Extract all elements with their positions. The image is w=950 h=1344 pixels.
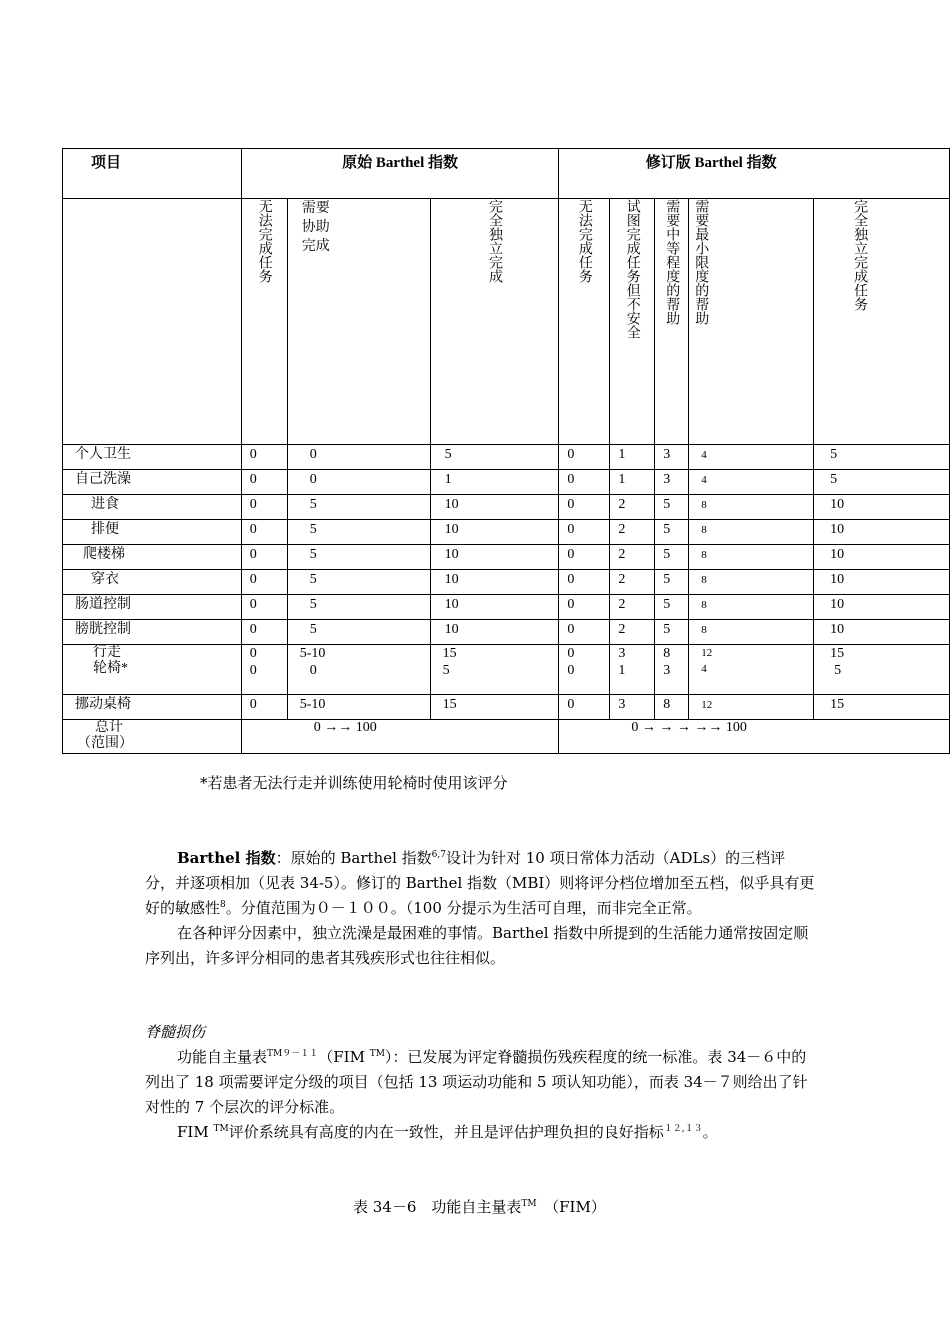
revised-cell-1: 2 [610,570,655,595]
total-revised: 0 → → → →→ 100 [559,720,950,754]
transfer-label: 挪动桌椅 [63,695,242,720]
total-range-label: （范围） [77,736,133,751]
transfer-o0: 0 [241,695,287,720]
original-cell-1: 5 [287,545,430,570]
sci-p2b: 评价系统具有高度的内在一致性，并且是评估护理负担的良好指标 [228,1123,664,1141]
total-label: 总计 [95,720,123,735]
table-row [63,595,950,620]
table-row [63,545,950,570]
barthel-p1a: ：原始的 Barthel 指数 [275,849,432,867]
revised-cell-3: 8 [689,595,814,620]
header-revised: 修订版 Barthel 指数 [559,149,950,199]
revised-cell-3: 8 [689,495,814,520]
barthel-paragraph-1 [145,846,815,921]
transfer-r0: 0 [559,695,610,720]
original-cell-0: 0 [241,570,287,595]
revised-cell-4: 5 [814,470,950,495]
sci-tm1: TM９－１１ [267,1049,319,1059]
wc-o0: 0 [249,663,257,678]
table-row [63,570,950,595]
wc-r2: 3 [663,663,671,678]
revised-cell-1: 2 [610,520,655,545]
sci-tm2: TM [369,1049,385,1059]
transfer-r4: 15 [814,695,950,720]
original-cell-0: 0 [241,595,287,620]
sci-paragraph-1 [145,1045,815,1120]
revised-cell-3: 8 [689,620,814,645]
revised-cell-4: 10 [814,595,950,620]
table-row [63,470,950,495]
sub-revised-3: 需要最小限度的帮助 [693,199,709,325]
sci-p1b: （FIM [318,1048,370,1066]
walk-r3: 12 [701,647,713,659]
header-item: 项目 [63,149,242,199]
sci-section [145,1020,815,1145]
barthel-table [62,148,950,445]
walk-o1: 5-10 [299,646,326,661]
revised-cell-3: 4 [689,445,814,470]
original-cell-0: 0 [241,470,287,495]
revised-cell-2: 5 [655,495,689,520]
wheelchair-label: 轮椅* [93,661,128,676]
revised-cell-2: 5 [655,545,689,570]
revised-cell-4: 10 [814,545,950,570]
revised-cell-2: 3 [655,470,689,495]
original-cell-2: 10 [430,520,559,545]
original-cell-1: 5 [287,520,430,545]
barthel-section [145,846,815,971]
walk-r1: 3 [618,646,626,661]
subheader-empty [63,199,242,445]
caption-text: 表 34－6 功能自主量表 [353,1198,522,1216]
row-label: 自己洗澡 [63,470,242,495]
table-footnote: *若患者无法行走并训练使用轮椅时使用该评分 [200,774,508,792]
revised-cell-0: 0 [559,595,610,620]
table-row [63,620,950,645]
original-cell-2: 10 [430,570,559,595]
row-label: 排便 [63,520,242,545]
transfer-o1: 5-10 [287,695,430,720]
sci-p1c: ）：已发展为评定脊髓损伤残疾程度的统一标准。表 34－６中的列出了 18 项需要评定分级的项目（包括 13 项运动功能和 5 项认知功能），而表 34－７则给出了针对性的 7 个层次的评分标准。 [145,1048,808,1116]
row-label: 进食 [63,495,242,520]
sub-original-0: 无法完成任务 [256,199,272,283]
original-cell-1: 5 [287,570,430,595]
original-cell-1: 5 [287,595,430,620]
original-cell-1: 0 [287,445,430,470]
barthel-table-body [62,444,950,754]
revised-cell-4: 10 [814,620,950,645]
wc-r4: 5 [834,663,842,678]
row-label: 爬楼梯 [63,545,242,570]
table-row [63,445,950,470]
total-original: 0 →→ 100 [241,720,559,754]
original-cell-2: 10 [430,545,559,570]
revised-cell-0: 0 [559,620,610,645]
walk-r0: 0 [567,646,575,661]
revised-cell-0: 0 [559,520,610,545]
revised-cell-0: 0 [559,445,610,470]
original-cell-2: 10 [430,595,559,620]
original-cell-2: 10 [430,495,559,520]
walk-o2: 15 [442,646,457,661]
revised-cell-3: 8 [689,545,814,570]
walk-label: 行走 [93,645,121,660]
transfer-o2: 15 [430,695,559,720]
table-caption [353,1196,606,1217]
revised-cell-3: 4 [689,470,814,495]
transfer-r2: 8 [655,695,689,720]
revised-cell-2: 5 [655,570,689,595]
caption-tm: TM [521,1199,537,1209]
sub-revised-2: 需要中等程度的帮助 [664,199,680,325]
revised-cell-2: 5 [655,595,689,620]
revised-cell-0: 0 [559,570,610,595]
row-label: 个人卫生 [63,445,242,470]
wc-o2: 5 [442,663,450,678]
sci-paragraph-2 [145,1120,815,1145]
barthel-ref1: 6,7 [431,850,446,860]
revised-cell-1: 1 [610,470,655,495]
transfer-r1: 3 [610,695,655,720]
row-label: 肠道控制 [63,595,242,620]
barthel-paragraph-2: 在各种评分因素中，独立洗澡是最困难的事情。Barthel 指数中所提到的生活能力通常按固定顺序列出，许多评分相同的患者其残疾形式也往往相似。 [145,924,809,967]
revised-cell-2: 5 [655,620,689,645]
table-row [63,520,950,545]
sub-original-2: 完全独立完成 [486,199,502,283]
original-cell-2: 5 [430,445,559,470]
caption-tail: （FIM） [536,1198,606,1216]
header-original: 原始 Barthel 指数 [241,149,559,199]
sci-p2a: FIM [177,1123,214,1141]
wc-r1: 1 [618,663,626,678]
revised-cell-4: 10 [814,570,950,595]
original-cell-2: 1 [430,470,559,495]
sci-p2c: 。 [702,1123,718,1141]
walk-r2: 8 [663,646,671,661]
original-cell-1: 5 [287,495,430,520]
revised-cell-1: 1 [610,445,655,470]
revised-cell-1: 2 [610,620,655,645]
revised-cell-0: 0 [559,495,610,520]
original-cell-0: 0 [241,545,287,570]
sub-original-1: 需要 协助 完成 [287,199,430,445]
revised-cell-3: 8 [689,570,814,595]
revised-cell-2: 5 [655,520,689,545]
original-cell-0: 0 [241,620,287,645]
walk-o0: 0 [249,646,257,661]
revised-cell-4: 5 [814,445,950,470]
transfer-r3: 12 [689,695,814,720]
sci-ref3: １２,１３ [663,1124,703,1134]
sci-heading: 脊髓损伤 [145,1023,206,1041]
revised-cell-1: 2 [610,495,655,520]
original-cell-0: 0 [241,445,287,470]
revised-cell-1: 2 [610,545,655,570]
revised-cell-4: 10 [814,520,950,545]
wc-r3: 4 [701,663,707,675]
sci-tm3: TM [213,1124,229,1134]
barthel-p1b: 设计为针对 10 项日常体力活动（ADLs）的三档评分，并逐项相加（见表 34-5）。修订的 Barthel 指数（MBI）则将评分档位增加至五档，似乎具有更好的敏感性 [145,849,815,917]
walk-r4: 15 [830,646,845,661]
original-cell-0: 0 [241,495,287,520]
revised-cell-3: 8 [689,520,814,545]
wc-o1: 0 [309,663,317,678]
original-cell-2: 10 [430,620,559,645]
row-label: 膀胱控制 [63,620,242,645]
table-row [63,495,950,520]
revised-cell-1: 2 [610,595,655,620]
sub-revised-0: 无法完成任务 [576,199,592,283]
revised-cell-0: 0 [559,470,610,495]
sci-p1a: 功能自主量表 [177,1048,268,1066]
row-label: 穿衣 [63,570,242,595]
revised-cell-4: 10 [814,495,950,520]
original-cell-1: 0 [287,470,430,495]
sub-revised-1: 试图完成任务但不安全 [624,199,640,339]
barthel-title: Barthel 指数 [177,849,276,867]
revised-cell-0: 0 [559,545,610,570]
original-cell-1: 5 [287,620,430,645]
revised-cell-2: 3 [655,445,689,470]
sub-revised-4: 完全独立完成任务 [852,199,868,311]
original-cell-0: 0 [241,520,287,545]
barthel-ref2: 8 [220,900,226,910]
barthel-p1c: 。分值范围为０－１００。（100 分提示为生活可自理，而非完全正常。 [225,899,702,917]
wc-r0: 0 [567,663,575,678]
